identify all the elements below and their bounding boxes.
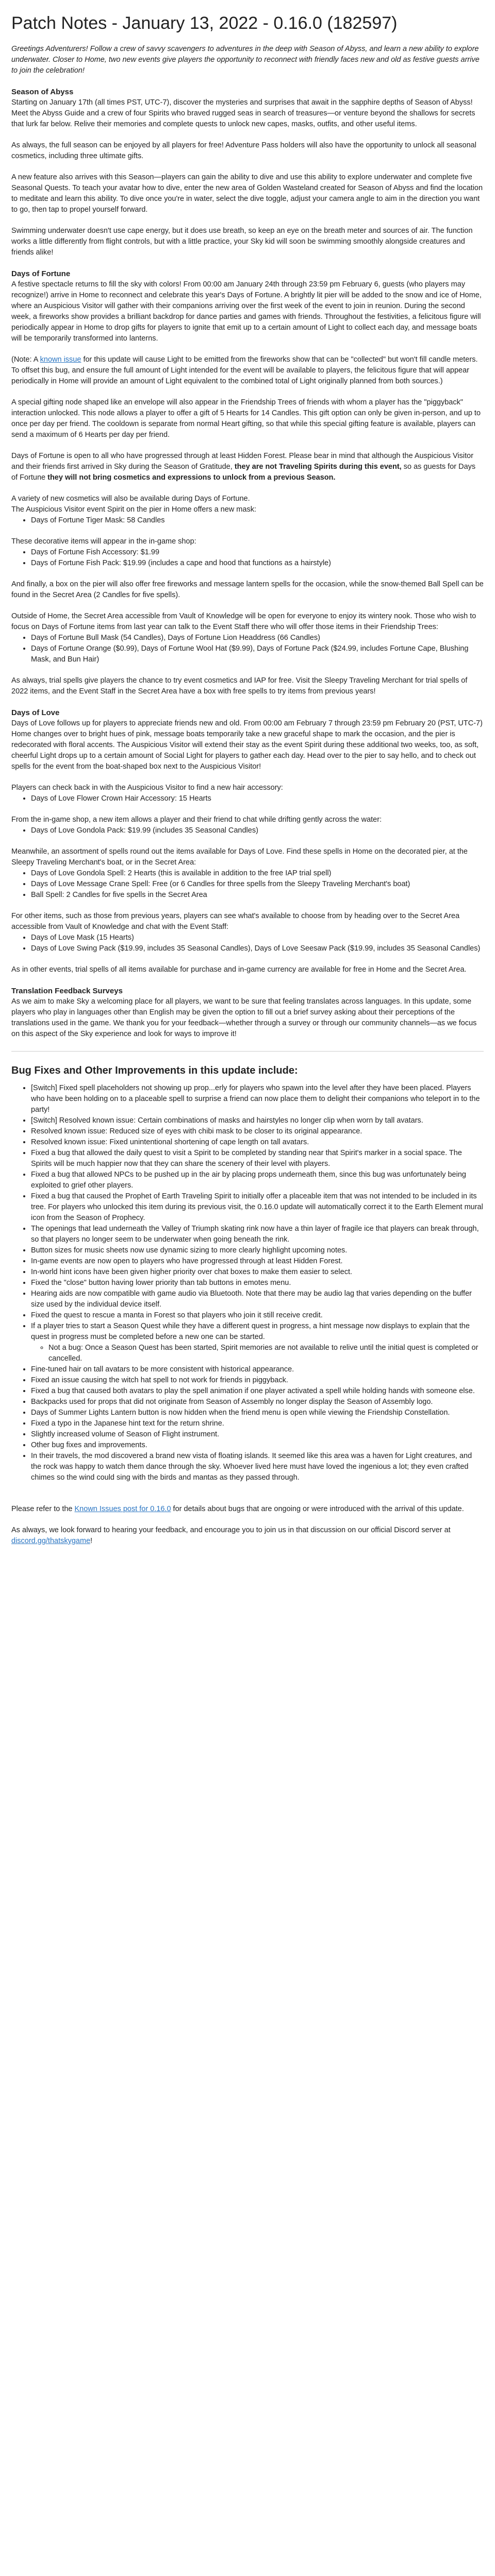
text-run: As always, we look forward to hearing your feedback, and encourage you to join us in that discussion on our official Discord server at: [11, 1526, 451, 1534]
list-item: • Days of Love Gondola Spell: 2 Hearts (this is available in addition to the free IAP trial spell): [31, 868, 484, 879]
text-run: Days of Fortune is open to all who have progressed through at least Hidden Forest. Please bear in mind that although the Auspicious Visitor and their friends first arrived in Sky during the Season of Gratitude,: [11, 452, 474, 471]
spacer: [11, 1483, 484, 1504]
section-heading: Days of Love: [11, 708, 60, 717]
page-title: Patch Notes - January 13, 2022 - 0.16.0 (182597): [11, 13, 398, 33]
known-issues-post-link[interactable]: Known Issues post for 0.16.0: [74, 1505, 171, 1513]
paragraph: Days of Love follows up for players to appreciate friends new and old. From 00:00 am February 7 through 23:59 pm February 20 (PST, UTC-7) Home changes over to bright hues of pink, message boats temporarily take a new graceful shape to mark the occasion, and the pier is redecorated with floral accents. The Auspicious Visitor will extend their stay as the event Spirit during these additional two weeks, too, as soft, cheerful Light drops up to a certain amount of Social Light for players to gather each day. Head over to the pier to say hello, and to check out spells for the event from the boat-shaped box next to the Auspicious Visitor!: [11, 719, 483, 771]
bug-fix-item: [31, 1386, 484, 1397]
paragraph: [11, 451, 484, 483]
bug-fix-text: Fixed the "close" button having lower priority than tab buttons in emotes menu.: [31, 1279, 291, 1287]
section-days-of-love: [11, 707, 484, 975]
bug-fix-text: Fixed a bug that caused the Prophet of Earth Traveling Spirit to initially offer a placeable item that was not intended to be included in its tree. For players who unlocked this item during its previous visit, the 0.16.0 update will automatically correct it to the Earth Element mural icon from the Season of Prophecy.: [31, 1192, 483, 1222]
paragraph: A variety of new cosmetics will also be available during Days of Fortune.: [11, 495, 250, 503]
text-run: !: [90, 1537, 93, 1545]
list-item: • Days of Love Flower Crown Hair Accessory: 15 Hearts: [31, 793, 484, 804]
bullet-list: [11, 547, 484, 569]
text-run: for details about bugs that are ongoing or were introduced with the arrival of this update.: [171, 1505, 464, 1513]
bug-fix-item: [31, 1364, 484, 1375]
bug-fix-text: If a player tries to start a Season Quest while they have a different quest in progress, a hint message now displays to explain that the quest in progress must be completed before a new one can be started.: [31, 1322, 470, 1341]
bug-fix-text: Fixed the quest to rescue a manta in Forest so that players who join it still receive credit.: [31, 1311, 323, 1319]
bug-fix-subitem: ◦ Not a bug: Once a Season Quest has been started, Spirit memories are not available to relive until the initial quest is completed or cancelled.: [48, 1343, 484, 1364]
paragraph: A festive spectacle returns to fill the sky with colors! From 00:00 am January 24th through 23:59 pm February 6, guests (who players may recognize!) arrive in Home to reconnect and celebrate this year's Days of Fortune. A brightly lit pier will be added to the snow and ice of Home, where an Auspicious Visitor will gather with their companions arriving over the first week of the event to join in reunion. During the second week, a fireworks show provides a brilliant backdrop for dance parties and games with friends. Throughout the festivities, a felicitous figure will periodically appear in Home to drop gifts for players to ignite that emit up to a certain amount of Light to collect each day, and message boats will be temporarily transformed into lanterns.: [11, 280, 482, 343]
bug-fix-text: In-world hint icons have been given higher priority over chat boxes to make them easier to select.: [31, 1268, 353, 1276]
list-item: • Days of Love Mask (15 Hearts): [31, 933, 484, 943]
note-text: for this update will cause Light to be emitted from the fireworks show that can be "collected" but won't fill candle meters. To offset this bug, and ensure the full amount of Light intended for the event will be available to players, the felicitous figure that will appear periodically in Home will provide an amount of Light equivalent to the combined total of Light originally planned from both sources.): [11, 355, 478, 385]
bug-fix-item: [31, 1267, 484, 1278]
bug-fix-item: [31, 1440, 484, 1451]
paragraph: From the in-game shop, a new item allows a player and their friend to chat while drifting gently across the water:: [11, 816, 382, 824]
bug-fix-text: Hearing aids are now compatible with game audio via Bluetooth. Note that there may be audio lag that varies depending on the buffer size used by the individual device itself.: [31, 1290, 472, 1309]
discord-link[interactable]: discord.gg/thatskygame: [11, 1537, 91, 1545]
bug-fix-text: [Switch] Resolved known issue: Certain combinations of masks and hairstyles no longer clip when worn by tall avatars.: [31, 1116, 423, 1125]
bug-fix-text: Fixed a bug that caused both avatars to play the spell animation if one player activated a spell while holding hands with someone else.: [31, 1387, 475, 1395]
section-days-of-fortune: [11, 268, 484, 697]
bug-fix-text: The openings that lead underneath the Valley of Triumph skating rink now have a thin layer of fragile ice that players can break through, so that players no longer seem to be underwater when going beneath the rink.: [31, 1225, 479, 1244]
bug-fix-item: [31, 1115, 484, 1126]
bug-fix-text: Fixed a typo in the Japanese hint text for the return shrine.: [31, 1419, 224, 1428]
section-season-of-abyss: [11, 87, 484, 258]
list-item: • Ball Spell: 2 Candles for five spells in the Secret Area: [31, 890, 484, 901]
list-item: • Days of Fortune Bull Mask (54 Candles), Days of Fortune Lion Headdress (66 Candles): [31, 633, 484, 643]
bug-fix-item: [31, 1148, 484, 1170]
bug-fix-sublist: [31, 1343, 484, 1364]
bug-fix-text: Slightly increased volume of Season of Flight instrument.: [31, 1430, 220, 1438]
paragraph: Players can check back in with the Auspicious Visitor to find a new hair accessory:: [11, 784, 283, 792]
bug-fix-text: Backpacks used for props that did not originate from Season of Assembly no longer display the Season of Assembly logo.: [31, 1398, 433, 1406]
bug-fix-item: [31, 1245, 484, 1256]
divider: [11, 1051, 484, 1052]
bold-text: they are not Traveling Spirits during this event,: [234, 463, 402, 471]
paragraph: As always, trial spells give players the chance to try event cosmetics and IAP for free. Visit the Sleepy Traveling Merchant for trial spells of 2022 items, and the Event Staff in the Secret Area have a box with free spells to try items from previous years!: [11, 676, 468, 696]
bug-fix-item: [31, 1429, 484, 1440]
bug-fix-item: [31, 1137, 484, 1148]
list-item: • Days of Fortune Tiger Mask: 58 Candles: [31, 515, 484, 526]
bug-fix-text: Resolved known issue: Fixed unintentional shortening of cape length on tall avatars.: [31, 1138, 309, 1146]
intro-paragraph: Greetings Adventurers! Follow a crew of savvy scavengers to adventures in the deep with Season of Abyss, and learn a new ability to explore underwater. Closer to Home, two new events give players the opportunity to reconnect with friendly faces new and old as festive guests arrive to join the celebration!: [11, 45, 480, 75]
paragraph: As always, the full season can be enjoyed by all players for free! Adventure Pass holders will also have the opportunity to unlock all seasonal cosmetics, including three ultimate gifts.: [11, 141, 476, 160]
bug-fix-item: [31, 1126, 484, 1137]
bug-fix-item: [31, 1397, 484, 1408]
bug-fix-item: [31, 1310, 484, 1321]
paragraph: Swimming underwater doesn't use cape energy, but it does use breath, so keep an eye on the breath meter and sources of air. The function works a little differently from flight controls, but with a little practice, your Sky kid will soon be swimming smoothly alongside creatures and friends alike!: [11, 227, 473, 257]
paragraph: These decorative items will appear in the in-game shop:: [11, 537, 196, 546]
text-run: so as guests for Days of Fortune: [11, 463, 476, 482]
note-text: (Note: A: [11, 355, 40, 364]
bug-fix-text: In-game events are now open to players who have progressed through at least Hidden Forest.: [31, 1257, 343, 1265]
bug-fix-text: Fixed an issue causing the witch hat spell to not work for friends in piggyback.: [31, 1376, 288, 1384]
bug-fix-item: [31, 1289, 484, 1310]
bug-fix-item: [31, 1170, 484, 1191]
bug-fix-item: [31, 1451, 484, 1483]
bullet-list: [11, 633, 484, 665]
bug-fix-text: Fixed a bug that allowed the daily quest to visit a Spirit to be completed by standing near that Spirit's marker in a social space. The Spirits will be much happier now that they can share the scenery of their level with players.: [31, 1149, 462, 1168]
bug-fix-item: [31, 1191, 484, 1224]
known-issue-link[interactable]: known issue: [40, 355, 81, 364]
section-heading: Translation Feedback Surveys: [11, 987, 123, 995]
bug-fix-text: Fine-tuned hair on tall avatars to be more consistent with historical appearance.: [31, 1365, 294, 1374]
paragraph: A new feature also arrives with this Season—players can gain the ability to dive and use this ability to explore underwater and complete five Seasonal Quests. To teach your avatar how to dive, enter the new area of Golden Wasteland created for Season of Abyss and find the location to meditate and learn this ability. To dive once you're in water, select the dive toggle, adjust your camera angle to aim in the direction you want to go, then tap to propel yourself forward.: [11, 173, 483, 214]
bug-fix-item: [31, 1278, 484, 1289]
bug-fix-item: [31, 1408, 484, 1418]
list-item: • Days of Love Swing Pack ($19.99, includes 35 Seasonal Candles), Days of Love Seesaw Pack ($19.99, includes 35 Seasonal Candles): [31, 943, 484, 954]
section-heading: Days of Fortune: [11, 269, 71, 278]
paragraph: Starting on January 17th (all times PST, UTC-7), discover the mysteries and surprises that await in the sapphire depths of Season of Abyss! Meet the Abyss Guide and a crew of four Spirits who braved rugged seas in search of treasures—or venture beyond the shallows for secrets that lurk far below. Relive their memories and complete quests to unlock new capes, masks, outfits, and other useful items.: [11, 98, 475, 128]
paragraph: Meanwhile, an assortment of spells round out the items available for Days of Love. Find these spells in Home on the decorated pier, at the Sleepy Traveling Merchant's boat, or in the Secret Area:: [11, 848, 468, 867]
section-bug-fixes: [11, 1065, 484, 1483]
bug-fix-text: [Switch] Fixed spell placeholders not showing up prop...erly for players who spawn into the level after they have been placed. Players who have been holding on to a placeable spell to surprise a friend can now place them to delight their companions who teleport in to the party!: [31, 1084, 480, 1114]
bug-fix-item: [31, 1418, 484, 1429]
bullet-list: [11, 825, 484, 836]
list-item: • Days of Fortune Fish Accessory: $1.99: [31, 547, 484, 558]
paragraph: As in other events, trial spells of all items available for purchase and in-game currency are available for free in Home and the Secret Area.: [11, 965, 467, 974]
bug-fix-text: In their travels, the mod discovered a brand new vista of floating islands. It seemed like this area was a haven for Light creatures, and the rock was happy to watch them dance through the sky. Whoever lived here must have loved the ingenious a lot; they even crafted chimes so the wind could sing with the birds and mantas as they passed through.: [31, 1452, 472, 1482]
footer-paragraph: [11, 1525, 484, 1547]
section-translation-surveys: [11, 986, 484, 1040]
list-item: • Days of Love Message Crane Spell: Free (or 6 Candles for three spells from the Sleepy Traveling Merchant's boat): [31, 879, 484, 890]
bullet-list: [11, 793, 484, 804]
list-item: • Days of Fortune Orange ($0.99), Days of Fortune Wool Hat ($9.99), Days of Fortune Pack ($24.99, includes Fortune Cape, Blushing Mask, and Bun Hair): [31, 643, 484, 665]
paragraph: As we aim to make Sky a welcoming place for all players, we want to be sure that feeling translates across languages. In this update, some players who play in languages other than English may be given the option to fill out a brief survey asking about their perceptions of the translations used in the game. We thank you for your feedback—whether through a survey or through our community channels—as we focus on this aspect of the Sky experience and look for ways to improve it!: [11, 997, 477, 1038]
bug-fix-item: [31, 1321, 484, 1364]
known-issue-note: [11, 354, 484, 387]
section-heading: Season of Abyss: [11, 88, 74, 96]
list-item: • Days of Love Gondola Pack: $19.99 (includes 35 Seasonal Candles): [31, 825, 484, 836]
footer-paragraph: [11, 1504, 484, 1515]
paragraph: Outside of Home, the Secret Area accessible from Vault of Knowledge will be open for everyone to enjoy its wintery nook. Those who wish to focus on Days of Fortune items from last year can talk to the Event Staff there who will offer those items in their Friendship Trees:: [11, 612, 476, 631]
text-run: Please refer to the: [11, 1505, 75, 1513]
bug-fix-list: [11, 1083, 484, 1483]
bug-fixes-heading: Bug Fixes and Other Improvements in this update include:: [11, 1065, 298, 1076]
bug-fix-text: Fixed a bug that allowed NPCs to be pushed up in the air by placing props underneath them, since this bug was unfortunately being exploited to grief other players.: [31, 1171, 466, 1190]
bullet-list: [11, 868, 484, 901]
list-item: • Days of Fortune Fish Pack: $19.99 (includes a cape and hood that functions as a hairstyle): [31, 558, 484, 569]
bug-fix-item: [31, 1256, 484, 1267]
paragraph: And finally, a box on the pier will also offer free fireworks and message lantern spells for the occasion, while the snow-themed Ball Spell can be found in the Secret Area (2 Candles for five spells).: [11, 580, 484, 599]
bug-fix-text: Days of Summer Lights Lantern button is now hidden when the friend menu is open while viewing the Friendship Constellation.: [31, 1409, 450, 1417]
bug-fix-item: [31, 1083, 484, 1115]
bug-fix-text: Other bug fixes and improvements.: [31, 1441, 147, 1449]
bug-fix-item: [31, 1224, 484, 1245]
bullet-list: [11, 933, 484, 954]
bug-fix-item: [31, 1375, 484, 1386]
paragraph: The Auspicious Visitor event Spirit on the pier in Home offers a new mask:: [11, 505, 256, 514]
bug-fix-text: Button sizes for music sheets now use dynamic sizing to more clearly highlight upcoming notes.: [31, 1246, 348, 1255]
paragraph: For other items, such as those from previous years, players can see what's available to choose from by heading over to the Secret Area accessible from Vault of Knowledge and chat with the Event Staff:: [11, 912, 460, 931]
paragraph: A special gifting node shaped like an envelope will also appear in the Friendship Trees of friends with whom a player has the "piggyback" interaction unlocked. This node allows a player to offer a gift of 5 Hearts for 14 Candles. This gift option can only be given in-person, and up to once per day per friend. The cooldown is separate from normal Heart gifting, so that while this special gifting feature is available, players can send a maximum of 6 Hearts per day per friend.: [11, 398, 481, 439]
bug-fix-text: Resolved known issue: Reduced size of eyes with chibi mask to be closer to its original appearance.: [31, 1127, 362, 1136]
bullet-list: [11, 515, 484, 526]
bold-text: they will not bring cosmetics and expressions to unlock from a previous Season.: [47, 473, 336, 482]
